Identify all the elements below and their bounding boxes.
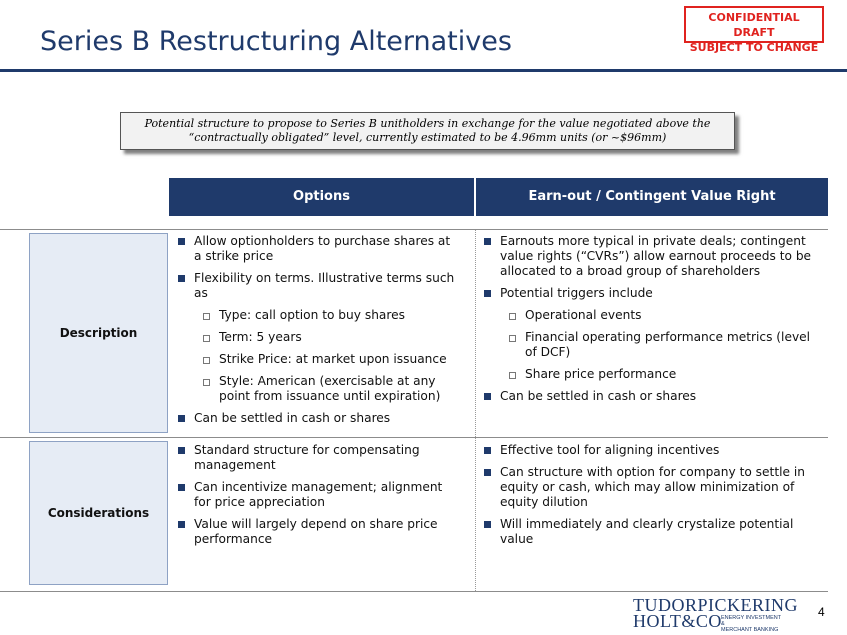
stamp-line-2: SUBJECT TO CHANGE <box>689 41 819 54</box>
row-divider-bottom <box>0 591 828 592</box>
bullet-item: Potential triggers include <box>482 286 822 301</box>
bullet-item: Flexibility on terms. Illustrative terms such as <box>176 271 461 301</box>
cell-description-options <box>176 234 461 433</box>
confidential-stamp <box>684 6 824 54</box>
column-divider <box>475 438 476 591</box>
bullet-item: Allow optionholders to purchase shares at a strike price <box>176 234 461 264</box>
column-header-earnout: Earn-out / Contingent Value Right <box>476 178 828 216</box>
logo-tag-line-2: MERCHANT BANKING <box>721 627 779 633</box>
row-label-considerations: Considerations <box>29 441 168 585</box>
sub-bullet-item: Share price performance <box>482 367 822 382</box>
sub-bullet-item: Strike Price: at market upon issuance <box>176 352 461 367</box>
logo-tagline <box>721 615 781 633</box>
column-divider <box>475 230 476 437</box>
company-logo <box>633 595 799 633</box>
sub-bullet-item: Financial operating performance metrics (level of DCF) <box>482 330 822 360</box>
logo-line-1: TUDORPICKERING <box>633 595 799 615</box>
cell-considerations-earnout <box>482 443 822 554</box>
bullet-item: Effective tool for aligning incentives <box>482 443 822 458</box>
callout-box: Potential structure to propose to Series B unitholders in exchange for the value negotiated above the “contractually obligated” level, currently estimated to be 4.96mm units (or ~$96mm) <box>120 112 735 150</box>
page-title: Series B Restructuring Alternatives <box>40 26 512 57</box>
cell-considerations-options <box>176 443 461 554</box>
bullet-item: Will immediately and clearly crystalize potential value <box>482 517 822 547</box>
bullet-item: Can be settled in cash or shares <box>482 389 822 404</box>
sub-bullet-item: Style: American (exercisable at any point from issuance until expiration) <box>176 374 461 404</box>
logo-line-2: HOLT&CO <box>633 611 722 631</box>
cell-description-earnout <box>482 234 822 411</box>
bullet-item: Earnouts more typical in private deals; contingent value rights (“CVRs”) allow earnout proceeds to be allocated to a broad group of shareholders <box>482 234 822 279</box>
bullet-item: Can be settled in cash or shares <box>176 411 461 426</box>
bullet-item: Can incentivize management; alignment for price appreciation <box>176 480 461 510</box>
bullet-item: Standard structure for compensating management <box>176 443 461 473</box>
row-label-description: Description <box>29 233 168 433</box>
sub-bullet-item: Type: call option to buy shares <box>176 308 461 323</box>
title-divider <box>0 69 847 72</box>
stamp-line-1: CONFIDENTIAL DRAFT <box>708 11 800 39</box>
sub-bullet-item: Term: 5 years <box>176 330 461 345</box>
page-number: 4 <box>818 605 825 619</box>
bullet-item: Value will largely depend on share price performance <box>176 517 461 547</box>
logo-tag-line-1: ENERGY INVESTMENT & <box>721 615 782 627</box>
column-header-options: Options <box>169 178 474 216</box>
sub-bullet-item: Operational events <box>482 308 822 323</box>
row-divider-middle <box>0 437 828 438</box>
row-divider-top <box>0 229 828 230</box>
bullet-item: Can structure with option for company to settle in equity or cash, which may allow minimization of equity dilution <box>482 465 822 510</box>
